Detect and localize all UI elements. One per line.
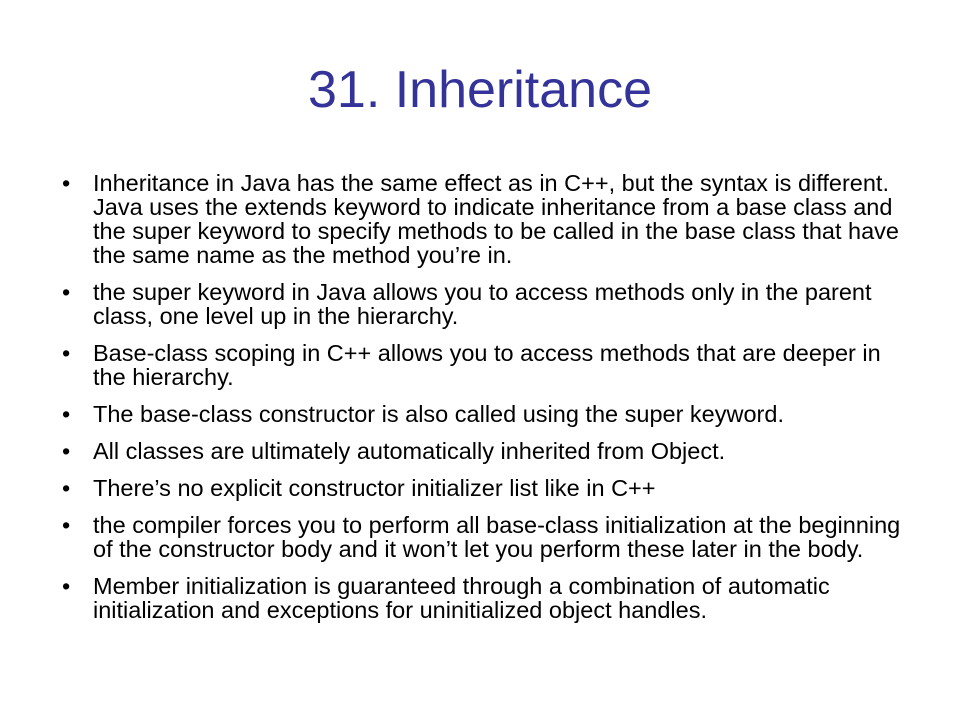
bullet-text: The base-class constructor is also called using the super keyword. (93, 401, 784, 427)
bullet-item-6 (62, 476, 910, 500)
bullet-marker: • (62, 573, 71, 599)
bullet-item-4 (62, 402, 910, 426)
bullet-marker: • (62, 340, 71, 366)
bullet-marker: • (62, 438, 71, 464)
bullet-text: Inheritance in Java has the same effect as in C++, but the syntax is different. Java uses the extends keyword to indicate inheritance from a base class and the super keyword to specify methods to be called in the base class that have the same name as the method you’re in. (93, 170, 899, 268)
bullet-text: Member initialization is guaranteed through a combination of automatic initialization and exceptions for uninitialized object handles. (93, 573, 830, 623)
bullet-marker: • (62, 279, 71, 305)
bullet-text: the super keyword in Java allows you to access methods only in the parent class, one level up in the hierarchy. (93, 279, 872, 329)
bullet-item-5 (62, 439, 910, 463)
bullet-item-7 (62, 513, 910, 561)
bullet-marker: • (62, 170, 71, 196)
bullet-item-8 (62, 574, 910, 622)
bullet-marker: • (62, 401, 71, 427)
bullet-list (62, 171, 910, 635)
bullet-text: Base-class scoping in C++ allows you to access methods that are deeper in the hierarchy. (93, 340, 881, 390)
bullet-text: the compiler forces you to perform all base-class initialization at the beginning of the constructor body and it won’t let you perform these later in the body. (93, 512, 901, 562)
bullet-marker: • (62, 512, 71, 538)
bullet-item-3 (62, 341, 910, 389)
bullet-marker: • (62, 475, 71, 501)
bullet-item-2 (62, 280, 910, 328)
bullet-item-1 (62, 171, 910, 267)
bullet-text: There’s no explicit constructor initializer list like in C++ (93, 475, 656, 501)
slide-title: 31. Inheritance (307, 61, 653, 119)
bullet-text: All classes are ultimately automatically inherited from Object. (93, 438, 726, 464)
